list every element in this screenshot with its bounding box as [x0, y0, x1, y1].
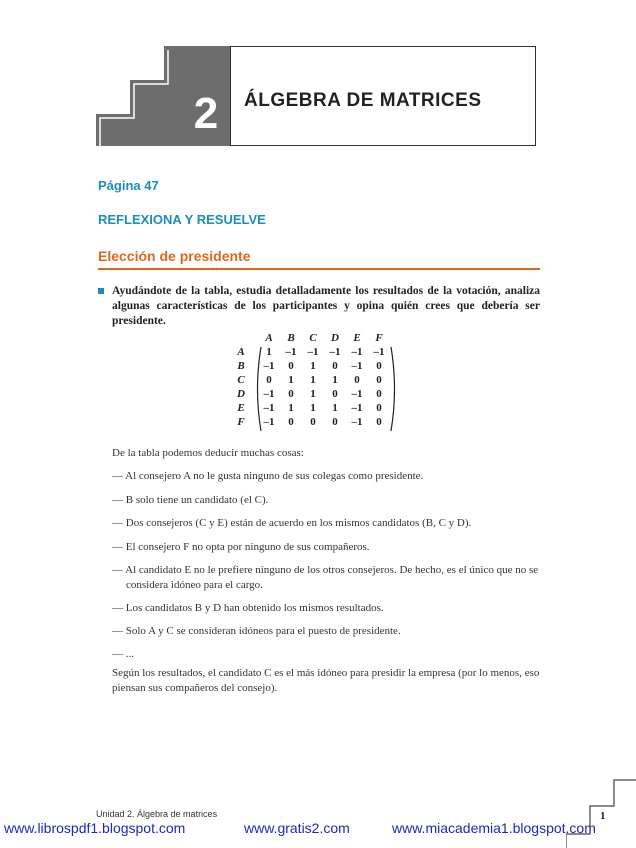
list-item: — El consejero F no opta por ninguno de sus compañeros.: [112, 541, 370, 553]
list-item: — Solo A y C se consideran idóneos para el puesto de presidente.: [112, 625, 401, 637]
matrix-cell: 0: [332, 360, 338, 372]
chapter-number: 2: [193, 89, 219, 138]
matrix-cell: 0: [288, 360, 294, 372]
list-item: — B solo tiene un candidato (el C).: [112, 494, 269, 506]
matrix-col-header: F: [375, 332, 383, 344]
footer-link-gratis2[interactable]: www.gratis2.com: [244, 820, 350, 836]
matrix-cell: –1: [351, 402, 363, 414]
matrix-cell: 0: [376, 374, 382, 386]
matrix-row-label: E: [237, 402, 245, 414]
matrix-cell: 0: [288, 416, 294, 428]
conclusion-text: Según los resultados, el candidato C es el más idóneo para presidir la empresa (por lo menos, eso piensan sus compañeros del consejo).: [112, 667, 540, 694]
chapter-title: ÁLGEBRA DE MATRICES: [244, 90, 482, 111]
matrix-cell: 0: [332, 416, 338, 428]
matrix-row-label: F: [237, 416, 245, 428]
matrix-cell: 1: [310, 402, 316, 414]
matrix-cell: 0: [376, 402, 382, 414]
matrix-cell: 1: [310, 388, 316, 400]
matrix-cell: –1: [329, 346, 341, 358]
footer-link-miacademia[interactable]: www.miacademia1.blogspot.com: [392, 820, 596, 836]
matrix-cell: –1: [263, 416, 275, 428]
matrix-cell: –1: [351, 416, 363, 428]
matrix-cell: –1: [351, 346, 363, 358]
footer-unit-label: Unidad 2. Álgebra de matrices: [96, 809, 218, 819]
matrix-row-label: B: [237, 360, 245, 372]
matrix-cell: 0: [332, 388, 338, 400]
subsection-title: Elección de presidente: [98, 248, 251, 264]
list-item: — ...: [112, 648, 134, 660]
matrix-row-label: C: [237, 374, 245, 386]
exercise-question: [98, 284, 540, 329]
matrix-cell: 0: [288, 388, 294, 400]
vote-matrix: [232, 332, 402, 432]
page-label: Página 47: [98, 178, 159, 193]
matrix-cell: 1: [288, 374, 294, 386]
matrix-cell: –1: [263, 360, 275, 372]
page-number: 1: [600, 810, 606, 822]
right-paren: [390, 346, 398, 432]
list-item: — Los candidatos B y D han obtenido los mismos resultados.: [112, 602, 384, 614]
matrix-cell: –1: [351, 388, 363, 400]
matrix-col-header: E: [353, 332, 361, 344]
matrix-cell: 1: [288, 402, 294, 414]
list-item: — Dos consejeros (C y E) están de acuerdo en los mismos candidatos (B, C y D).: [112, 517, 472, 529]
bullet-square-icon: [98, 288, 104, 294]
question-text: Ayudándote de la tabla, estudia detalladamente los resultados de la votación, analiza algunas características de los participantes y opina quién crees que debería ser presidente.: [112, 285, 540, 327]
matrix-col-header: B: [287, 332, 295, 344]
matrix-cell: 1: [310, 374, 316, 386]
matrix-row-label: A: [237, 346, 245, 358]
matrix-cell: –1: [285, 346, 297, 358]
matrix-cell: 1: [332, 402, 338, 414]
matrix-cell: –1: [307, 346, 319, 358]
matrix-cell: 0: [376, 416, 382, 428]
matrix-cell: –1: [263, 402, 275, 414]
matrix-cell: 0: [266, 374, 272, 386]
matrix-cell: 0: [310, 416, 316, 428]
matrix-cell: 0: [376, 388, 382, 400]
matrix-col-header: D: [331, 332, 339, 344]
matrix-cell: 0: [376, 360, 382, 372]
list-item: — Al candidato E no le prefiere ninguno de los otros consejeros. De hecho, es el único que no se considera idóneo para el cargo.: [112, 564, 539, 591]
subsection-divider: [98, 268, 540, 270]
list-item: — Al consejero A no le gusta ninguno de sus colegas como presidente.: [112, 470, 424, 482]
matrix-cell: 1: [310, 360, 316, 372]
section-title: REFLEXIONA Y RESUELVE: [98, 212, 266, 227]
footer-link-librospdf[interactable]: www.librospdf1.blogspot.com: [4, 820, 186, 836]
matrix-row-label: D: [237, 388, 245, 400]
matrix-col-header: A: [265, 332, 273, 344]
matrix-cell: –1: [373, 346, 385, 358]
matrix-cell: 0: [354, 374, 360, 386]
matrix-cell: 1: [332, 374, 338, 386]
matrix-cell: –1: [351, 360, 363, 372]
matrix-col-header: C: [309, 332, 317, 344]
intro-text: De la tabla podemos deducir muchas cosas:: [112, 447, 304, 459]
matrix-cell: –1: [263, 388, 275, 400]
matrix-cell: 1: [266, 346, 272, 358]
